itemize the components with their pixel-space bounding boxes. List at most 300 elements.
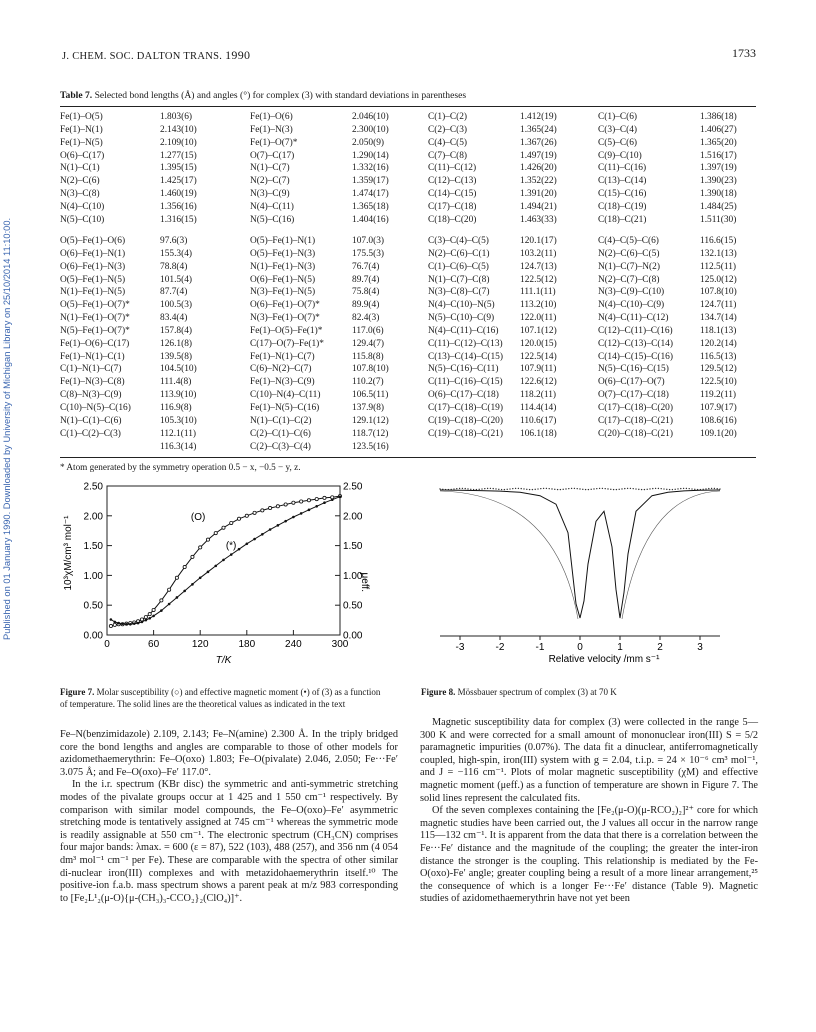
table-cell-value: 1.463(33)	[520, 214, 557, 225]
table-cell-value: 111.4(8)	[160, 377, 192, 388]
table-cell-label: C(12)–C(13)–C(14)	[598, 338, 673, 349]
data-point-mu	[284, 520, 287, 523]
baseline-dot	[621, 488, 622, 489]
data-point-chi	[300, 500, 303, 503]
baseline-dot	[456, 488, 457, 489]
table-cell-value: 100.5(3)	[160, 300, 193, 311]
table-cell-value: 1.386(18)	[700, 112, 737, 122]
baseline-dot	[641, 489, 642, 490]
table-cell-label: Fe(1)–N(3)–C(9)	[250, 377, 315, 388]
table-cell-value: 107.1(12)	[520, 325, 557, 336]
table-cell-value: 104.5(10)	[160, 364, 197, 375]
baseline-dot	[453, 488, 454, 489]
data-point-mu	[121, 622, 124, 625]
table-cell-value: 124.7(11)	[700, 300, 737, 311]
table-cell-label: C(7)–C(8)	[428, 150, 468, 161]
table-cell-label: C(11)–C(16)	[598, 163, 647, 174]
table-cell-label: C(2)–C(1)–C(6)	[250, 428, 311, 439]
table-cell-label: C(11)–C(12)–C(13)	[428, 338, 503, 349]
y-tick-label-left: 2.00	[83, 511, 103, 523]
baseline-dot	[504, 489, 505, 490]
x-tick-label: 120	[191, 639, 209, 650]
table-cell-label: O(6)–Fe(1)–N(3)	[60, 261, 126, 272]
data-point-chi	[292, 501, 295, 504]
table-cell-label: N(3)–C(8)–C(7)	[428, 287, 490, 298]
table-cell-value: 1.395(15)	[160, 163, 197, 174]
data-point-chi	[144, 616, 147, 619]
table-cell-label: C(2)–C(3)–C(4)	[250, 441, 311, 452]
table-cell-value: 118.2(11)	[520, 390, 557, 401]
table-caption	[60, 90, 466, 101]
table-cell-label: C(1)–C(2)	[428, 112, 468, 122]
baseline-dot	[495, 488, 496, 489]
table-cell-label: C(10)–N(4)–C(11)	[250, 390, 321, 401]
table-cell-label: O(6)–C(17)	[60, 150, 105, 161]
table-cell-label: Fe(1)–N(3)–C(8)	[60, 377, 125, 388]
data-point-mu	[238, 548, 241, 551]
data-point-chi	[245, 514, 248, 517]
baseline-dot	[602, 488, 603, 489]
table-cell-value: 120.2(14)	[700, 338, 737, 349]
table-cell-value: 1.803(6)	[160, 112, 193, 122]
x-tick-label: 240	[285, 639, 302, 650]
table-column-col4-values	[700, 111, 737, 227]
table-cell-label: N(1)–C(7)–N(2)	[598, 261, 660, 272]
baseline-dot	[613, 489, 614, 490]
data-point-mu	[183, 590, 186, 593]
table-cell-label: Fe(1)–O(5)	[60, 112, 103, 122]
table-cell-value: 107.9(17)	[700, 402, 737, 413]
table-cell-label: N(1)–Fe(1)–N(3)	[250, 261, 316, 272]
y-tick-label-right: 1.00	[343, 570, 363, 582]
x-tick-label: 2	[657, 642, 663, 653]
table-cell-value: 120.0(15)	[520, 338, 557, 349]
table-cell-label: C(1)–C(2)–C(3)	[60, 428, 121, 439]
table-column-col2-labels	[250, 111, 297, 227]
baseline-dot	[465, 488, 466, 489]
baseline-dot	[708, 488, 709, 489]
baseline-dot	[568, 488, 569, 489]
table-cell-label: Fe(1)–O(6)	[250, 112, 293, 122]
baseline-dot	[551, 488, 552, 489]
table-cell-value: 1.359(17)	[352, 176, 389, 187]
baseline-dot	[560, 489, 561, 490]
table-cell-value: 114.4(14)	[520, 402, 557, 413]
table-cell-label: C(10)–N(5)–C(16)	[60, 402, 131, 413]
table-cell-label: N(4)–C(11)–C(16)	[428, 325, 499, 336]
table-cell-value: 1.397(19)	[700, 163, 737, 174]
table-cell-value: 111.1(11)	[520, 287, 556, 298]
table-cell-value: 1.290(14)	[352, 150, 389, 161]
table-cell-value: 109.1(20)	[700, 428, 737, 439]
data-point-mu	[133, 622, 136, 625]
data-point-mu	[176, 596, 179, 599]
table-cell-label: N(4)–C(10)	[60, 201, 105, 212]
table-cell-value: 122.0(11)	[520, 313, 557, 324]
baseline-dot	[677, 488, 678, 489]
table-cell-label: N(1)–Fe(1)–O(7)*	[60, 313, 130, 324]
baseline-dot	[633, 488, 634, 489]
data-point-mu	[277, 524, 280, 527]
baseline-dot	[686, 488, 687, 489]
table-cell-label: C(18)–C(20)	[428, 214, 477, 225]
table-cell-label: O(7)–C(17)	[250, 150, 295, 161]
table-cell-label: C(4)–C(5)–C(6)	[598, 236, 659, 246]
table-cell-value: 117.0(6)	[352, 325, 384, 336]
table-cell-label: C(12)–C(13)	[428, 176, 477, 187]
table-cell-value: 97.6(3)	[160, 236, 188, 246]
series-label-o: (O)	[190, 511, 206, 523]
table-cell-value: 1.390(23)	[700, 176, 737, 187]
table-cell-value: 1.497(19)	[520, 150, 557, 161]
baseline-dot	[512, 488, 513, 489]
baseline-dot	[523, 488, 524, 489]
baseline-dot	[593, 488, 594, 489]
table-cell-label: Fe(1)–N(1)–C(1)	[60, 351, 125, 362]
baseline-dot	[521, 488, 522, 489]
table-cell-label: N(1)–C(7)	[250, 163, 290, 174]
right-paragraph: Magnetic susceptibility data for complex (3) were collected in the range 5—300 K and were corrected for a small amount of mononuclear iron(III) S = 5/2 paramagnetic impurities (0.07%). The data fit a dinuclear, antiferromagnetically coupled, high-spin, iron(III) system with g = 2.04, t.i.p. = 24 × 10⁻⁶ cm³ mol⁻¹, and J = −116 cm⁻¹. Plots of molar magnetic susceptibility (χM) and effective magnetic moment (μeff.) as a function of temperature are shown in Figure 7. The solid lines represent the calculated fits.	[420, 717, 758, 804]
page-number: 1733	[732, 46, 756, 60]
table-cell-label: C(3)–C(4)–C(5)	[428, 236, 489, 246]
baseline-dot	[666, 489, 667, 490]
y-tick-label-right: 1.50	[343, 541, 363, 553]
table-cell-label: N(2)–C(6)–C(5)	[598, 248, 660, 259]
baseline-dot	[579, 488, 580, 489]
table-cell-label: N(3)–C(9)–C(10)	[598, 287, 665, 298]
baseline-dot	[711, 488, 712, 489]
table-cell-value: 83.4(4)	[160, 313, 188, 324]
table-cell-value: 106.5(11)	[352, 390, 389, 401]
table-cell-label: O(6)–Fe(1)–O(7)*	[250, 300, 320, 311]
table-cell-value: 107.8(10)	[352, 364, 389, 375]
journal-name: J. CHEM. SOC. DALTON TRANS.	[62, 51, 223, 62]
table-caption-label: Table 7.	[60, 90, 93, 101]
table-cell-label: C(14)–C(15)–C(16)	[598, 351, 673, 362]
table-cell-label: C(17)–C(18)–C(20)	[598, 402, 673, 413]
baseline-dot	[509, 488, 510, 489]
table-cell-value: 87.7(4)	[160, 287, 188, 298]
baseline-dot	[557, 489, 558, 490]
table-cell-value: 112.5(11)	[700, 261, 737, 272]
table-cell-value: 129.5(12)	[700, 364, 737, 375]
data-point-chi	[237, 517, 240, 520]
y-axis-label-left: 10³χM/cm³ mol⁻¹	[63, 515, 74, 591]
table-cell-label: N(5)–C(10)–C(9)	[428, 313, 495, 324]
table-cell-value: 1.391(20)	[520, 189, 557, 200]
baseline-dot	[691, 488, 692, 489]
table-cell-value: 89.7(4)	[352, 274, 380, 285]
baseline-dot	[717, 488, 718, 489]
baseline-dot	[638, 489, 639, 490]
data-point-mu	[168, 603, 171, 606]
data-point-mu	[148, 617, 151, 620]
baseline-dot	[571, 488, 572, 489]
baseline-dot	[501, 489, 502, 490]
table-cell-label: N(3)–Fe(1)–N(5)	[250, 287, 316, 298]
table-cell-label: C(15)–C(16)	[598, 189, 647, 200]
table-cell-label: O(6)–C(17)–O(7)	[598, 377, 665, 388]
table-cell-value: 1.277(15)	[160, 150, 197, 161]
table-cell-label: C(6)–N(2)–C(7)	[250, 364, 312, 375]
table-cell-value: 113.9(10)	[160, 390, 197, 401]
table-cell-label: N(4)–C(11)	[250, 201, 294, 212]
table-cell-label: C(9)–C(10)	[598, 150, 642, 161]
baseline-dot	[537, 488, 538, 489]
table-cell-value: 122.6(12)	[520, 377, 557, 388]
figure8-caption-label: Figure 8.	[421, 687, 456, 697]
baseline-dot	[649, 488, 650, 489]
baseline-dot	[694, 489, 695, 490]
table-cell-value: 155.3(4)	[160, 248, 193, 259]
x-tick-label: 0	[577, 642, 583, 653]
table-cell-label: C(3)–C(4)	[598, 124, 638, 135]
table-cell-label: N(1)–C(7)–C(8)	[428, 274, 490, 285]
running-header	[62, 48, 250, 63]
data-point-mu	[199, 576, 202, 579]
table-cell-label: O(6)–C(17)–C(18)	[428, 390, 499, 401]
data-point-chi	[214, 531, 217, 534]
data-point-chi	[261, 509, 264, 512]
table-cell-label: O(5)–Fe(1)–N(3)	[250, 248, 316, 259]
table-caption-text: Selected bond lengths (Å) and angles (°) for complex (3) with standard deviations in parentheses	[94, 90, 467, 101]
baseline-dot	[669, 489, 670, 490]
table-cell-label: C(1)–C(6)–C(5)	[428, 261, 489, 272]
baseline-dot	[439, 488, 440, 489]
y-tick-label-right: 2.50	[343, 481, 363, 493]
y-tick-label-left: 1.00	[83, 570, 103, 582]
baseline-dot	[644, 489, 645, 490]
x-tick-label: -1	[535, 642, 545, 653]
spectrum-line	[440, 490, 720, 618]
data-point-mu	[300, 512, 303, 515]
figure7-caption-text: Molar susceptibility (○) and effective magnetic moment (•) of (3) as a function of temperature. The solid lines are the theoretical values as indicated in the text	[60, 687, 381, 709]
baseline-dot	[540, 488, 541, 489]
baseline-dot	[616, 489, 617, 490]
data-point-chi	[230, 521, 233, 524]
table-cell-label: C(2)–C(3)	[428, 124, 468, 135]
table-cell-value: 1.511(30)	[700, 214, 737, 225]
table-column-col1-labels	[60, 111, 104, 227]
data-point-mu	[110, 618, 113, 621]
table-cell-value: 1.332(16)	[352, 163, 389, 174]
y-tick-label-right: 0.50	[343, 600, 363, 612]
data-point-mu	[113, 621, 116, 624]
data-point-chi	[148, 613, 151, 616]
table-cell-value: 116.6(15)	[700, 236, 737, 246]
x-tick-label: -2	[495, 642, 505, 653]
baseline-dot	[462, 488, 463, 489]
table-cell-value: 126.1(8)	[160, 338, 193, 349]
baseline-dot	[549, 488, 550, 489]
baseline-dot	[607, 488, 608, 489]
baseline-dot	[546, 488, 547, 489]
data-point-mu	[308, 509, 311, 512]
table-cell-value: 1.365(20)	[700, 137, 737, 148]
baseline-dot	[627, 488, 628, 489]
data-point-chi	[206, 538, 209, 541]
table-cell-label: C(1)–C(6)	[598, 112, 638, 122]
data-point-chi	[276, 505, 279, 508]
table-cell-label: Fe(1)–O(5)–Fe(1)*	[250, 325, 323, 336]
table-cell-label: C(11)–C(12)	[428, 163, 477, 174]
table-cell-value: 139.5(8)	[160, 351, 193, 362]
table-column-col3-values	[520, 235, 557, 441]
x-tick-label: 180	[238, 639, 256, 650]
x-tick-label: 300	[331, 639, 349, 650]
data-point-chi	[269, 506, 272, 509]
table-cell-value: 113.2(10)	[520, 300, 557, 311]
baseline-dot	[518, 488, 519, 489]
table-cell-label: C(19)–C(18)–C(21)	[428, 428, 503, 439]
data-point-mu	[261, 533, 264, 536]
table-cell-value: 2.109(10)	[160, 137, 197, 148]
table-cell-value: 89.9(4)	[352, 300, 380, 311]
baseline-dot	[658, 488, 659, 489]
data-point-chi	[109, 624, 112, 627]
baseline-dot	[543, 488, 544, 489]
table-cell-label: C(13)–C(14)	[598, 176, 647, 187]
data-point-mu	[214, 565, 217, 568]
data-point-chi	[253, 511, 256, 514]
table-cell-label: N(4)–C(10)–C(9)	[598, 300, 665, 311]
table-cell-value: 2.300(10)	[352, 124, 389, 135]
table-cell-value: 106.1(18)	[520, 428, 557, 439]
data-point-chi	[315, 498, 318, 501]
table-cell-label: N(5)–C(10)	[60, 214, 105, 225]
data-point-mu	[125, 623, 128, 626]
table-cell-label: N(1)–Fe(1)–N(5)	[60, 287, 126, 298]
table-cell-value: 1.425(17)	[160, 176, 197, 187]
table-cell-value: 122.5(14)	[520, 351, 557, 362]
table-cell-label: N(4)–C(11)–C(12)	[598, 313, 669, 324]
journal-year: 1990	[225, 48, 251, 62]
y-tick-label-right: 0.00	[343, 630, 363, 642]
figure7-caption	[60, 687, 390, 710]
x-tick-label: 1	[617, 642, 623, 653]
download-watermark-text: Published on 01 January 1990. Downloaded by University of Michigan Library on 25/10/2014 11:10:00.	[2, 217, 12, 640]
figure8-chart	[420, 478, 740, 678]
data-point-chi	[199, 546, 202, 549]
y-tick-label-left: 0.00	[83, 630, 103, 642]
table-cell-value: 1.494(21)	[520, 201, 557, 212]
table-cell-label: C(14)–C(15)	[428, 189, 477, 200]
table-cell-value: 75.8(4)	[352, 287, 380, 298]
data-point-mu	[339, 495, 342, 498]
data-point-mu	[292, 516, 295, 519]
baseline-dot	[635, 488, 636, 489]
table-cell-label: O(5)–Fe(1)–N(5)	[60, 274, 126, 285]
table-cell-label: Fe(1)–O(6)–C(17)	[60, 338, 130, 349]
table-cell-value: 78.8(4)	[160, 261, 188, 272]
table-cell-label: Fe(1)–N(1)	[60, 124, 103, 135]
table-cell-label: C(17)–O(7)–Fe(1)*	[250, 338, 324, 349]
baseline-dot	[529, 489, 530, 490]
table-cell-value: 2.050(9)	[352, 137, 385, 148]
table-cell-label: O(7)–C(17)–C(18)	[598, 390, 669, 401]
table-cell-value: 112.1(11)	[160, 428, 197, 439]
table-cell-value: 118.7(12)	[352, 428, 389, 439]
series-line-mu	[111, 497, 340, 625]
table-cell-label: Fe(1)–N(5)	[60, 137, 103, 148]
data-point-mu	[152, 615, 155, 618]
table-cell-label: C(4)–C(5)	[428, 137, 468, 148]
baseline-dot	[683, 488, 684, 489]
data-point-chi	[160, 599, 163, 602]
right-paragraph: Of the seven complexes containing the [Fe₂(μ-O)(μ-RCO₂)₂]²⁺ core for which magnetic studies have been carried out, the J values all occur in the narrow range 115—132 cm⁻¹. It is apparent from the data that there is a correlation between the Fe···Fe′ distance and the magnitude of the coupling; the greater the inter-iron distance the stronger is the coupling. This relationship is mediated by the Fe-O(oxo)-Fe′ angle; greater coupling being a result of a more linear arrangement,²⁵ the consequence of which is a longer Fe···Fe′ distance (Table 9). Magnetic studies of azidomethaemerythrin have not yet been	[420, 805, 758, 905]
table-cell-value: 1.516(17)	[700, 150, 737, 161]
download-watermark	[2, 180, 14, 640]
table-cell-label: O(5)–Fe(1)–O(6)	[60, 236, 126, 246]
table-cell-label: C(18)–C(21)	[598, 214, 647, 225]
baseline-dot	[591, 489, 592, 490]
y-axis-label-right: μeff.	[359, 572, 370, 592]
baseline-dot	[652, 488, 653, 489]
baseline-dot	[526, 489, 527, 490]
baseline-dot	[487, 488, 488, 489]
data-point-mu	[141, 621, 144, 624]
table-cell-label: N(2)–C(6)–C(1)	[428, 248, 490, 259]
baseline-dot	[596, 488, 597, 489]
x-axis-label: T/K	[215, 655, 232, 666]
table-column-col4-labels	[598, 235, 673, 441]
table-cell-label: C(12)–C(11)–C(16)	[598, 325, 673, 336]
table-cell-value: 1.404(16)	[352, 214, 389, 225]
table-cell-value: 115.8(8)	[352, 351, 384, 362]
baseline-dot	[493, 488, 494, 489]
table-cell-value: 124.7(13)	[520, 261, 557, 272]
series-label-star: (*)	[225, 540, 237, 552]
table-cell-label: O(5)–Fe(1)–O(7)*	[60, 300, 130, 311]
x-tick-label: 0	[104, 639, 110, 650]
table-column-col1-values	[160, 111, 197, 227]
table-column-col1-values	[160, 235, 197, 453]
table-cell-label: C(20)–C(18)–C(21)	[598, 428, 673, 439]
baseline-dot	[675, 489, 676, 490]
table-cell-label: C(11)–C(16)–C(15)	[428, 377, 503, 388]
table-cell-label: N(2)–C(7)–C(8)	[598, 274, 660, 285]
table-cell-label: C(17)–C(18)–C(21)	[598, 415, 673, 426]
data-point-mu	[230, 553, 233, 556]
baseline-dot	[563, 489, 564, 490]
table-cell-value: 82.4(3)	[352, 313, 380, 324]
series-line-chi	[111, 496, 340, 626]
table-cell-value: 120.1(17)	[520, 236, 557, 246]
y-tick-label-left: 0.50	[83, 600, 103, 612]
x-tick-label: 3	[697, 642, 703, 653]
table-cell-label: C(18)–C(19)	[598, 201, 647, 212]
table-cell-value: 1.367(26)	[520, 137, 557, 148]
table-cell-label: O(6)–Fe(1)–N(5)	[250, 274, 316, 285]
table-cell-value: 2.143(10)	[160, 124, 197, 135]
table-cell-value: 105.3(10)	[160, 415, 197, 426]
table-cell-value: 107.0(3)	[352, 236, 385, 246]
table-cell-label: N(1)–C(1)–C(2)	[250, 415, 312, 426]
table-cell-label: C(19)–C(18)–C(20)	[428, 415, 503, 426]
baseline-dot	[479, 489, 480, 490]
data-point-mu	[246, 543, 249, 546]
data-point-chi	[284, 503, 287, 506]
table-cell-label: N(2)–C(7)	[250, 176, 290, 187]
table-cell-value: 103.2(11)	[520, 248, 557, 259]
table-cell-value: 107.8(10)	[700, 287, 737, 298]
table-cell-value: 129.4(7)	[352, 338, 385, 349]
data-point-mu	[117, 622, 120, 625]
table-cell-value: 1.474(17)	[352, 189, 389, 200]
table-cell-label: O(5)–Fe(1)–N(1)	[250, 236, 316, 246]
table-cell-label: C(8)–N(3)–C(9)	[60, 390, 122, 401]
table-cell-label: Fe(1)–N(3)	[250, 124, 293, 135]
